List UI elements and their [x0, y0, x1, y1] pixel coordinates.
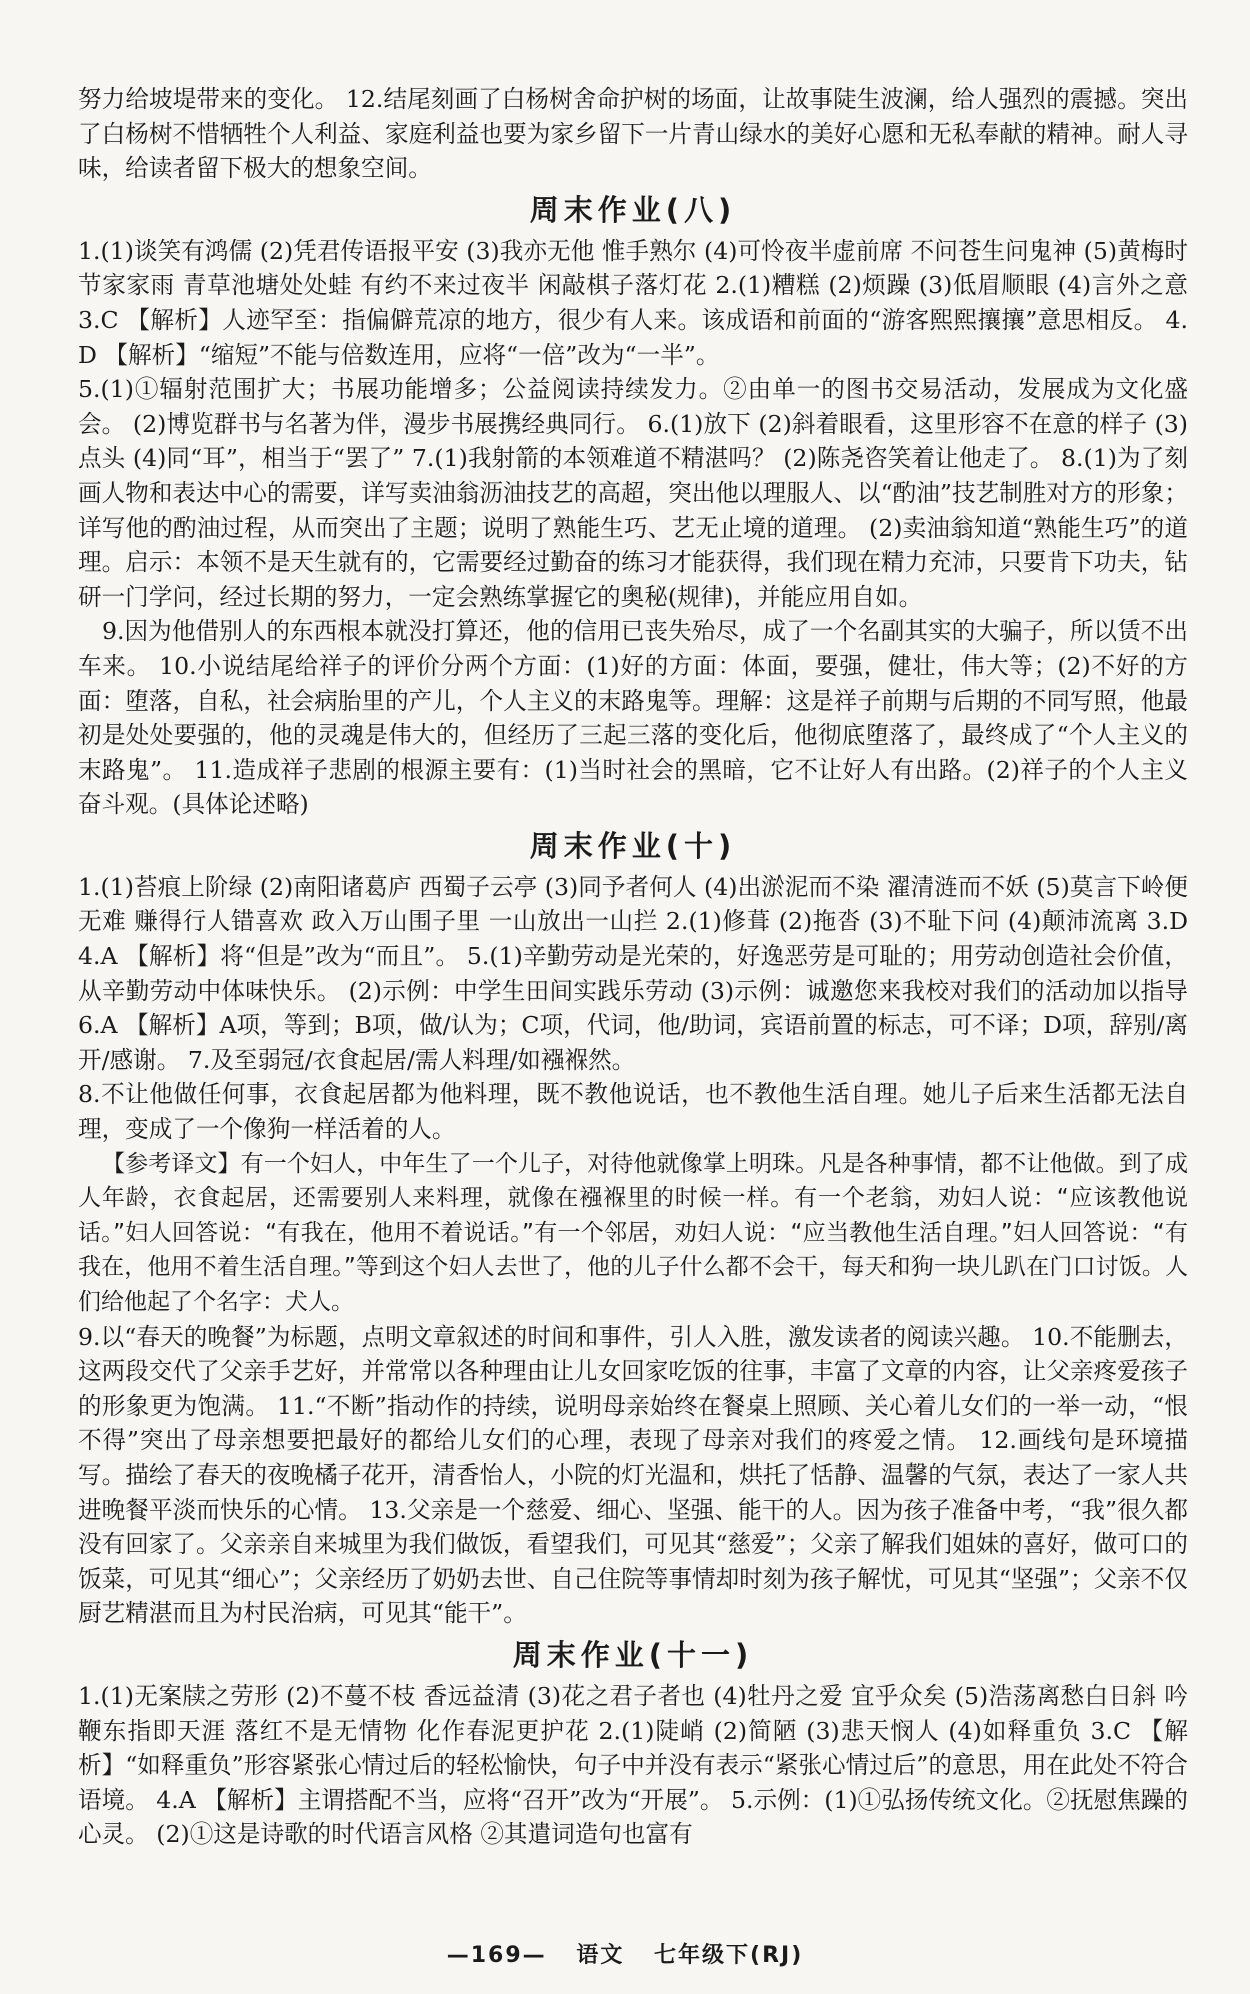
page-footer [0, 1938, 1250, 1969]
section-11-paragraph-1: 1.(1)无案牍之劳形 (2)不蔓不枝 香远益清 (3)花之君子者也 (4)牡丹之爱 宜乎众矣 (5)浩荡离愁白日斜 吟鞭东指即天涯 落红不是无情物 化作春泥更护花 2.(1)陡峭 (2)简陋 (3)悲天悯人 (4)如释重负 3.C 【解析】“如释重负”形容紧张心情过后的轻松愉快，句子中并没有表示“紧张心情过后”的意思，用在此处不符合语境。 4.A 【解析】主谓搭配不当，应将“召开”改为“开展”。 5.示例：(1)①弘扬传统文化。②抚慰焦躁的心灵。 (2)①这是诗歌的时代语言风格 ②其遣词造句也富有 [78, 1681, 1188, 1849]
section-11-title: 周末作业(十一) [512, 1637, 754, 1672]
section-8-title: 周末作业(八) [529, 192, 737, 227]
section-10-paragraph-1: 1.(1)苔痕上阶绿 (2)南阳诸葛庐 西蜀子云亭 (3)同予者何人 (4)出淤泥而不染 濯清涟而不妖 (5)莫言下岭便无难 赚得行人错喜欢 政入万山围子里 一山放出一山拦 2.(1)修葺 (2)拖沓 (3)不耻下问 (4)颠沛流离 3.D 4.A 【解析】将“但是”改为“而且”。 5.(1)辛勤劳动是光荣的，好逸恶劳是可耻的；用劳动创造社会价值，从辛勤劳动中体味快乐。 (2)示例：中学生田间实践乐劳动 (3)示例：诚邀您来我校对我们的活动加以指导 6.A 【解析】A项，等到；B项，做/认为；C项，代词，他/助词，宾语前置的标志，可不译；D项，辞别/离开/感谢。 7.及至弱冠/衣食起居/需人料理/如襁褓然。 [78, 872, 1188, 1074]
section-10-title: 周末作业(十) [529, 828, 737, 863]
subject-label: 语文 [576, 1943, 625, 1968]
grade-label: 七年级下(RJ) [654, 1943, 804, 1968]
section-10-paragraph-2: 8.不让他做任何事，衣食起居都为他料理，既不教他说话，也不教他生活自理。她儿子后来生活都无法自理，变成了一个像狗一样活着的人。 [78, 1080, 1188, 1144]
section-8-paragraph-3: 9.因为他借别人的东西根本就没打算还，他的信用已丧失殆尽，成了一个名副其实的大骗子，所以赁不出车来。 10.小说结尾给祥子的评价分两个方面：(1)好的方面：体面，要强，健壮，伟大等；(2)不好的方面：堕落，自私，社会病胎里的产儿，个人主义的末路鬼等。理解：这是祥子前期与后期的不同写照，他最初是处处要强的，他的灵魂是伟大的，但经历了三起三落的变化后，他彻底堕落了，最终成了“个人主义的末路鬼”。 11.造成祥子悲剧的根源主要有：(1)当时社会的黑暗，它不让好人有出路。(2)祥子的个人主义奋斗观。(具体论述略) [78, 617, 1188, 819]
section-8-paragraph-2: 5.(1)①辐射范围扩大；书展功能增多；公益阅读持续发力。②由单一的图书交易活动，发展成为文化盛会。 (2)博览群书与名著为伴，漫步书展携经典同行。 6.(1)放下 (2)斜着眼看，这里形容不在意的样子 (3)点头 (4)同“耳”，相当于“罢了” 7.(1)我射箭的本领难道不精湛吗？ (2)陈尧咨笑着让他走了。 8.(1)为了刻画人物和表达中心的需要，详写卖油翁沥油技艺的高超，突出他以理服人、以“酌油”技艺制胜对方的形象；详写他的酌油过程，从而突出了主题；说明了熟能生巧、艺无止境的道理。 (2)卖油翁知道“熟能生巧”的道理。启示：本领不是天生就有的，它需要经过勤奋的练习才能获得，我们现在精力充沛，只要肯下功夫，钻研一门学问，经过长期的努力，一定会熟练掌握它的奥秘(规律)，并能应用自如。 [78, 375, 1188, 611]
section-10-paragraph-3: 9.以“春天的晚餐”为标题，点明文章叙述的时间和事件，引人入胜，激发读者的阅读兴趣。 10.不能删去，这两段交代了父亲手艺好，并常常以各种理由让儿女回家吃饭的往事，丰富了文章的内容，让父亲疼爱孩子的形象更为饱满。 11.“不断”指动作的持续，说明母亲始终在餐桌上照顾、关心着儿女们的一举一动，“恨不得”突出了母亲想要把最好的都给儿女们的心理，表现了母亲对我们的疼爱之情。 12.画线句是环境描写。描绘了春天的夜晚橘子花开，清香怡人，小院的灯光温和，烘托了恬静、温馨的气氛，表达了一家人共进晚餐平淡而快乐的心情。 13.父亲是一个慈爱、细心、坚强、能干的人。因为孩子准备中考，“我”很久都没有回家了。父亲亲自来城里为我们做饭，看望我们，可见其“慈爱”；父亲了解我们姐妹的喜好，做可口的饭菜，可见其“细心”；父亲经历了奶奶去世、自己住院等事情却时刻为孩子解忧，可见其“坚强”；父亲不仅厨艺精湛而且为村民治病，可见其“能干”。 [78, 1322, 1188, 1628]
answer-page [78, 82, 1188, 1852]
section-8-paragraph-1: 1.(1)谈笑有鸿儒 (2)凭君传语报平安 (3)我亦无他 惟手熟尔 (4)可怜夜半虚前席 不问苍生问鬼神 (5)黄梅时节家家雨 青草池塘处处蛙 有约不来过夜半 闲敲棋子落灯花 2.(1)糟糕 (2)烦躁 (3)低眉顺眼 (4)言外之意 3.C 【解析】人迹罕至：指偏僻荒凉的地方，很少有人来。该成语和前面的“游客熙熙攘攘”意思相反。 4.D 【解析】“缩短”不能与倍数连用，应将“一倍”改为“一半”。 [78, 236, 1188, 369]
intro-paragraph: 努力给坡堤带来的变化。 12.结尾刻画了白杨树舍命护树的场面，让故事陡生波澜，给人强烈的震撼。突出了白杨树不惜牺牲个人利益、家庭利益也要为家乡留下一片青山绿水的美好心愿和无私奉献的精神。耐人寻味，给读者留下极大的想象空间。 [78, 85, 1188, 183]
page-number: —169— [446, 1943, 547, 1968]
reference-translation: 【参考译文】有一个妇人，中年生了一个儿子，对待他就像掌上明珠。凡是各种事情，都不让他做。到了成人年龄，衣食起居，还需要别人来料理，就像在襁褓里的时候一样。有一个老翁，劝妇人说：“应该教他说话。”妇人回答说：“有我在，他用不着说话。”有一个邻居，劝妇人说：“应当教他生活自理。”妇人回答说：“有我在，他用不着生活自理。”等到这个妇人去世了，他的儿子什么都不会干，每天和狗一块儿趴在门口讨饭。人们给他起了个名字：犬人。 [78, 1150, 1188, 1315]
